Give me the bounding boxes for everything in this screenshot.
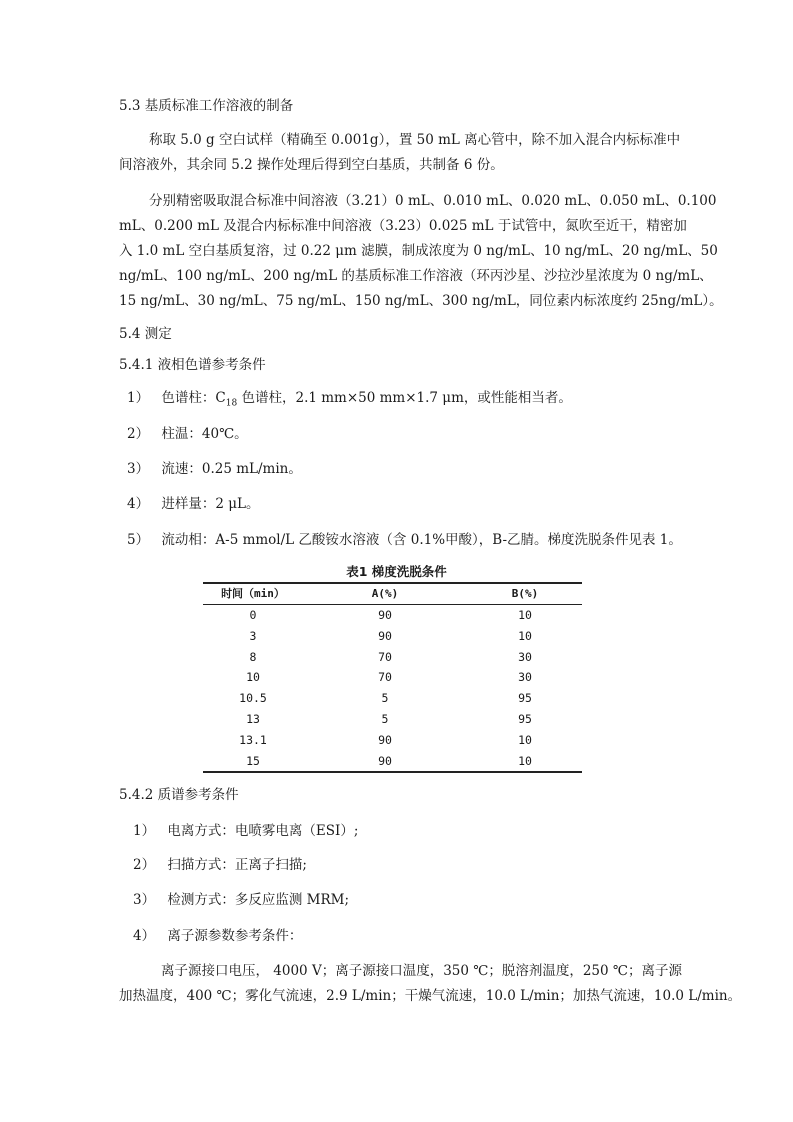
list-item-lc-4 — [127, 494, 260, 514]
table-top-rule — [203, 582, 582, 584]
list-text: 柱温：40℃。 — [161, 426, 248, 442]
list-number: 2） — [127, 426, 150, 442]
list-item-lc-5 — [127, 530, 682, 550]
table-cell: 13 — [246, 712, 260, 726]
table-cell: 5 — [381, 712, 389, 726]
table-cell: 90 — [378, 732, 392, 747]
paragraph-line: 分别精密吸取混合标准中间溶液（3.21）0 mL、0.010 mL、0.020 mL、0.050 mL、0.100 — [149, 193, 717, 209]
list-number: 2） — [133, 857, 156, 873]
subsection-heading-5-4-2: 5.4.2 质谱参考条件 — [119, 787, 239, 803]
table-cell: 90 — [378, 753, 392, 768]
list-number: 3） — [133, 892, 156, 908]
list-text: 离子源参数参考条件： — [167, 928, 303, 944]
table-cell: 10 — [518, 628, 532, 643]
section-heading-5-4: 5.4 测定 — [119, 326, 172, 342]
table-header-a: A(%) — [371, 587, 399, 600]
list-number: 1） — [133, 823, 156, 839]
table-cell: 15 — [246, 753, 260, 768]
paragraph-line: ng/mL、100 ng/mL、200 ng/mL 的基质标准工作溶液（环丙沙星、沙拉沙星浓度为 0 ng/mL、 — [119, 268, 713, 284]
list-item-ms-3 — [133, 890, 349, 910]
table-header-time: 时间（min） — [221, 587, 285, 600]
table-cell: 95 — [518, 712, 532, 726]
list-text: 色谱柱，2.1 mm×50 mm×1.7 μm，或性能相当者。 — [237, 390, 572, 406]
table-cell: 95 — [518, 691, 532, 706]
list-number: 1） — [127, 390, 150, 406]
table-cell: 10.5 — [239, 691, 267, 706]
list-item-ms-1 — [133, 821, 358, 841]
list-text: 流动相：A-5 mmol/L 乙酸铵水溶液（含 0.1%甲酸），B-乙腈。梯度洗脱条件见表 1。 — [161, 532, 682, 548]
list-item-lc-3 — [127, 459, 302, 479]
table-cell: 30 — [518, 670, 532, 685]
paragraph-line: 离子源接口电压， 4000 V；离子源接口温度，350 ℃；脱溶剂温度，250 ℃；离子源 — [161, 963, 683, 979]
list-number: 4） — [133, 928, 156, 944]
paragraph-line: 入 1.0 mL 空白基质复溶，过 0.22 μm 滤膜，制成浓度为 0 ng/mL、10 ng/mL、20 ng/mL、50 — [119, 243, 718, 259]
list-text: 扫描方式：正离子扫描; — [167, 857, 307, 873]
paragraph-line: 15 ng/mL、30 ng/mL、75 ng/mL、150 ng/mL、300 ng/mL，同位素内标浓度约 25ng/mL）。 — [119, 293, 723, 309]
list-number: 5） — [127, 532, 150, 548]
table-cell: 90 — [378, 608, 392, 622]
table-cell: 8 — [249, 649, 257, 664]
table-cell: 10 — [518, 732, 532, 747]
table-cell: 70 — [378, 670, 392, 685]
table-cell: 13.1 — [239, 732, 267, 747]
list-item-ms-2 — [133, 855, 307, 875]
table-cell: 10 — [518, 753, 532, 768]
paragraph-line: 称取 5.0 g 空白试样（精确至 0.001g），置 50 mL 离心管中，除不加入混合内标标准中 — [149, 132, 681, 148]
table-cell: 5 — [381, 691, 389, 706]
table-cell: 30 — [518, 649, 532, 664]
list-item-ms-4 — [133, 926, 302, 946]
list-item-lc-1 — [127, 388, 572, 414]
list-number: 4） — [127, 496, 150, 512]
paragraph-line: mL、0.200 mL 及混合内标标准中间溶液（3.23）0.025 mL 于试管中，氮吹至近干，精密加 — [119, 218, 687, 234]
list-item-lc-2 — [127, 424, 248, 444]
table-cell: 0 — [249, 608, 257, 622]
section-heading-5-3: 5.3 基质标准工作溶液的制备 — [119, 98, 294, 114]
list-text: 进样量：2 μL。 — [161, 496, 260, 512]
table-cell: 10 — [518, 608, 532, 622]
table-title: 表1 梯度洗脱条件 — [346, 564, 447, 579]
list-text: 检测方式：多反应监测 MRM; — [167, 892, 350, 908]
list-text: 流速：0.25 mL/min。 — [161, 461, 302, 477]
list-text: 色谱柱：C — [161, 390, 226, 406]
list-number: 3） — [127, 461, 150, 477]
table-cell: 90 — [378, 628, 392, 643]
table-header-rule — [203, 604, 582, 605]
subscript: 18 — [225, 398, 238, 409]
table-bottom-rule — [203, 771, 582, 773]
list-text: 电离方式：电喷雾电离（ESI）; — [167, 823, 359, 839]
paragraph-line: 间溶液外，其余同 5.2 操作处理后得到空白基质，共制备 6 份。 — [119, 157, 504, 173]
table-header-b: B(%) — [511, 587, 539, 600]
subsection-heading-5-4-1: 5.4.1 液相色谱参考条件 — [119, 357, 266, 373]
table-cell: 70 — [378, 649, 392, 664]
table-cell: 10 — [246, 670, 260, 685]
paragraph-line: 加热温度，400 ℃；雾化气流速，2.9 L/min；干燥气流速，10.0 L/min；加热气流速，10.0 L/min。 — [119, 988, 742, 1004]
table-cell: 3 — [249, 628, 257, 643]
